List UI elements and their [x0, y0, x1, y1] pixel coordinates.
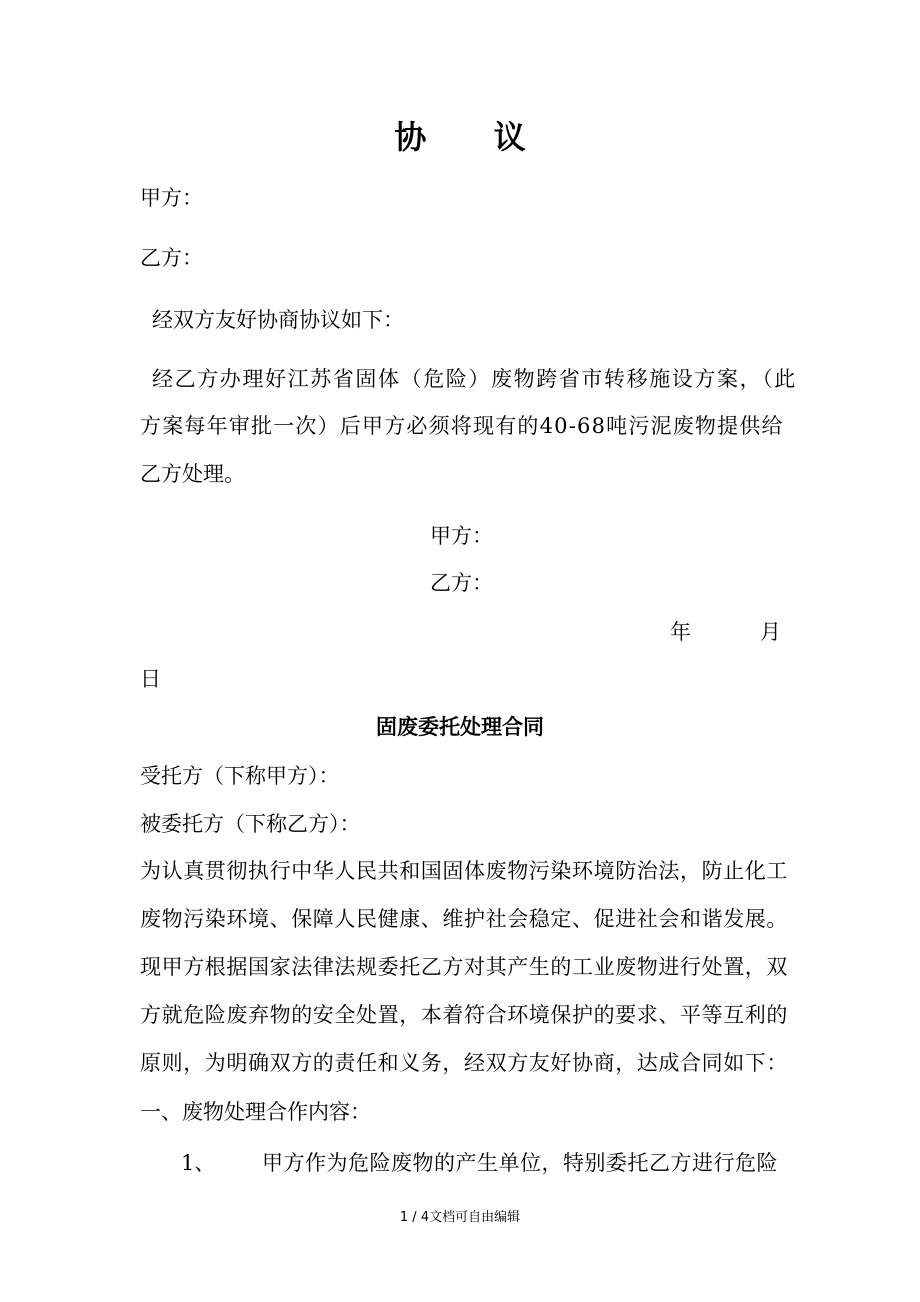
signature-party-b: 乙方： — [430, 571, 493, 595]
party-a-label: 甲方： — [140, 186, 203, 210]
body-line: 为认真贯彻执行中华人民共和国固体废物污染环境防治法，防止化工 — [140, 859, 788, 883]
para1-line1 — [152, 365, 797, 393]
signature-party-a: 甲方： — [430, 524, 493, 548]
item-number: 1、 — [181, 1151, 216, 1175]
para1-line1-text: 经乙方办理好江苏省固体（危险）废物跨省市转移施设方案，（此 — [152, 367, 797, 391]
trustee-label: 受托方（下称甲方）： — [140, 764, 340, 788]
contract-title: 固废委托处理合同 — [376, 714, 544, 739]
party-b-label: 乙方： — [140, 246, 203, 270]
body-line: 废物污染环境、保障人民健康、维护社会稳定、促进社会和谐发展。 — [140, 907, 788, 931]
para1-line2 — [140, 412, 784, 440]
date-year: 年 — [670, 620, 691, 644]
para1-line2-text: 方案每年审批一次）后甲方必须将现有的40-68吨污泥废物提供给 — [140, 414, 784, 438]
date-day: 日 — [140, 667, 161, 691]
body-line: 方就危险废弃物的安全处置，本着符合环境保护的要求、平等互利的 — [140, 1003, 788, 1027]
para1-line3: 乙方处理。 — [140, 462, 245, 486]
entrusted-label: 被委托方（下称乙方）： — [140, 812, 361, 836]
section-heading: 一、废物处理合作内容： — [140, 1100, 371, 1124]
page-title: 协 议 — [394, 118, 554, 156]
page-footer: 1 / 4文档可自由编辑 — [399, 1210, 521, 1225]
intro-text: 经双方友好协商协议如下： — [152, 308, 404, 332]
date-month: 月 — [760, 620, 781, 644]
item-text: 甲方作为危险废物的产生单位，特别委托乙方进行危险 — [262, 1151, 778, 1175]
body-line: 原则，为明确双方的责任和义务，经双方友好协商，达成合同如下： — [140, 1051, 788, 1075]
body-line: 现甲方根据国家法律法规委托乙方对其产生的工业废物进行处置，双 — [140, 955, 788, 979]
